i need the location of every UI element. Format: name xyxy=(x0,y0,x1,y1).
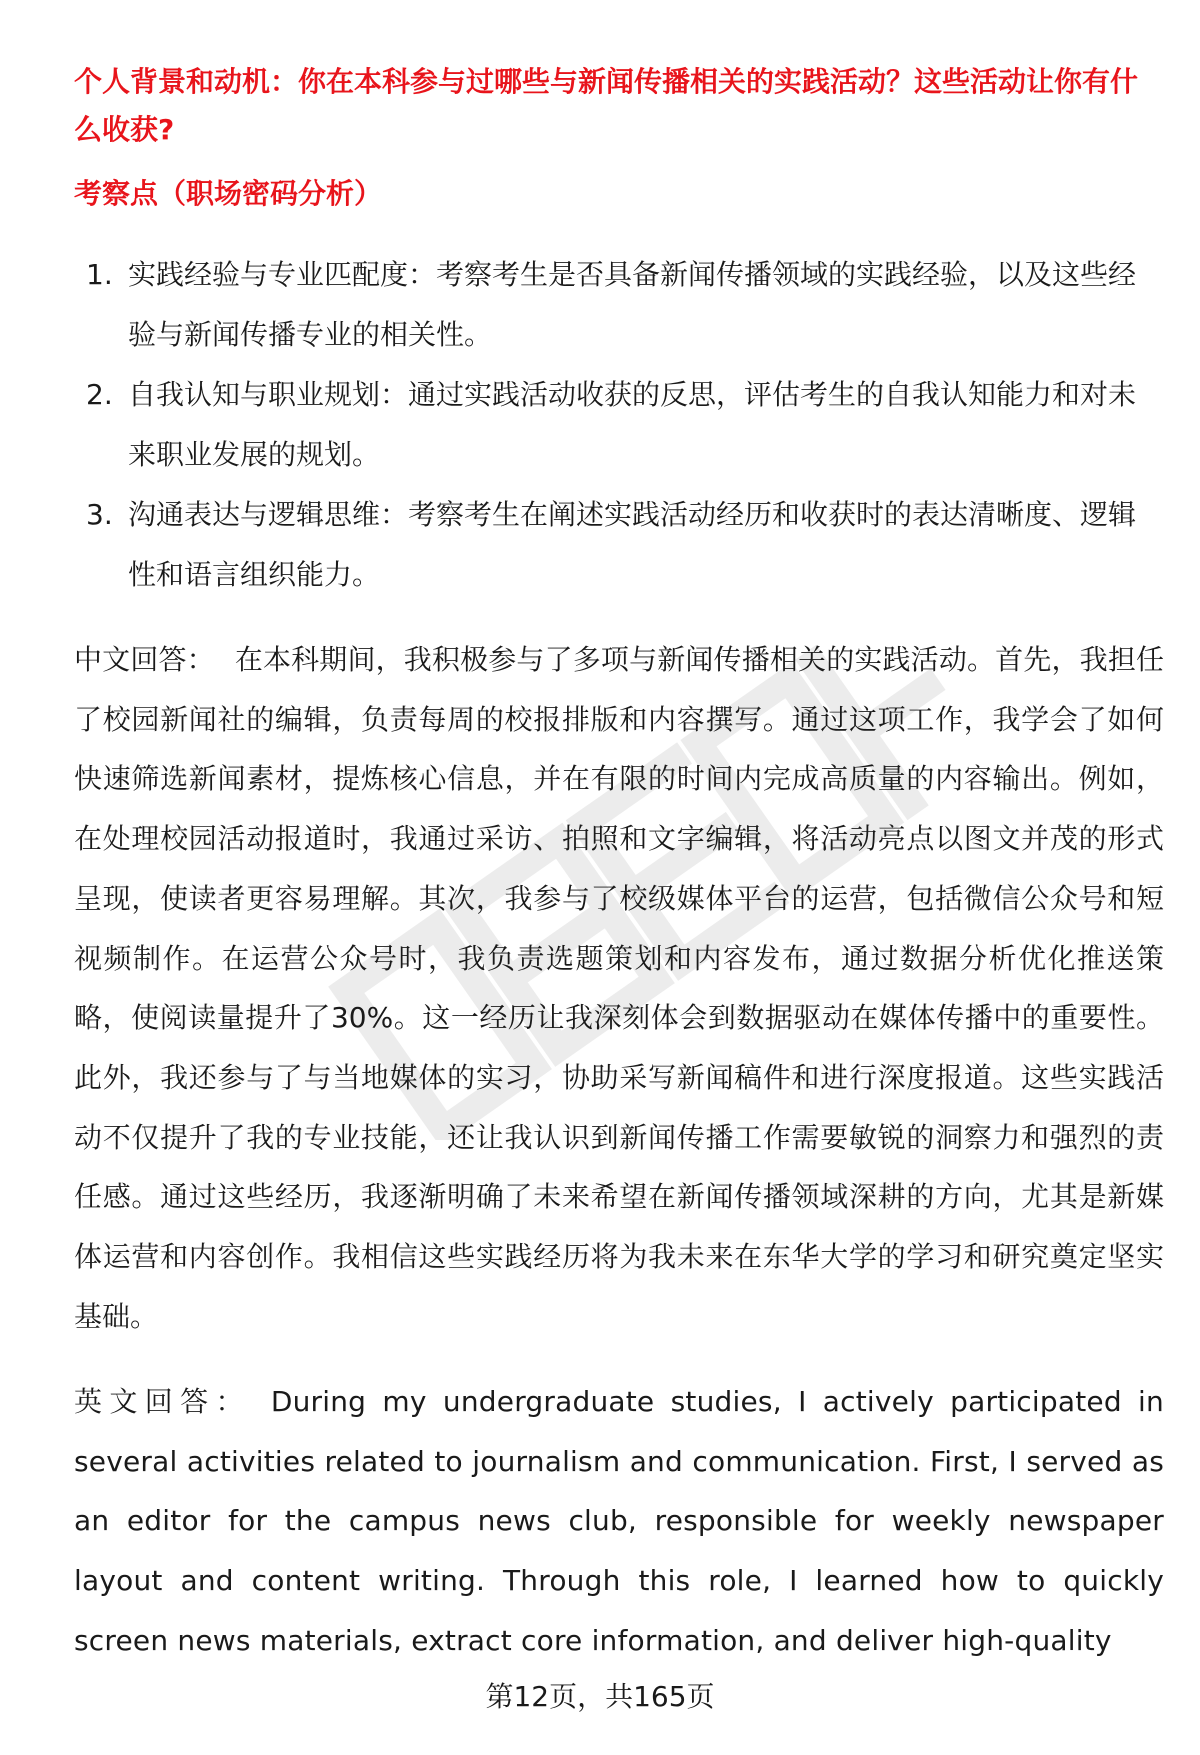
list-item-text: 实践经验与专业匹配度：考察考生是否具备新闻传播领域的实践经验，以及这些经验与新闻传播专业的相关性。 xyxy=(128,258,1137,351)
list-item xyxy=(74,365,1154,485)
list-item xyxy=(74,245,1154,365)
english-answer-text: During my undergraduate studies, I actively participated in several activities related to journalism and communication. First, I served as an editor for the campus news club, responsible for weekly newspaper layout and content writing. Through this role, I learned how to quickly screen news materials, extract core information, and deliver high-quality xyxy=(74,1385,1164,1657)
question-heading: 个人背景和动机：你在本科参与过哪些与新闻传播相关的实践活动？这些活动让你有什么收获? xyxy=(74,65,1139,146)
chinese-answer-paragraph xyxy=(74,630,1164,1346)
list-item-text: 沟通表达与逻辑思维：考察考生在阐述实践活动经历和收获时的表达清晰度、逻辑性和语言组织能力。 xyxy=(128,498,1137,591)
list-item-number: 3. xyxy=(86,498,113,531)
chinese-answer-text: 在本科期间，我积极参与了多项与新闻传播相关的实践活动。首先，我担任了校园新闻社的编辑，负责每周的校报排版和内容撰写。通过这项工作，我学会了如何快速筛选新闻素材，提炼核心信息，并在有限的时间内完成高质量的内容输出。例如，在处理校园活动报道时，我通过采访、拍照和文字编辑，将活动亮点以图文并茂的形式呈现，使读者更容易理解。其次，我参与了校级媒体平台的运营，包括微信公众号和短视频制作。在运营公众号时，我负责选题策划和内容发布，通过数据分析优化推送策略，使阅读量提升了30%。这一经历让我深刻体会到数据驱动在媒体传播中的重要性。此外，我还参与了与当地媒体的实习，协助采写新闻稿件和进行深度报道。这些实践活动不仅提升了我的专业技能，还让我认识到新闻传播工作需要敏锐的洞察力和强烈的责任感。通过这些经历，我逐渐明确了未来希望在新闻传播领域深耕的方向，尤其是新媒体运营和内容创作。我相信这些实践经历将为我未来在东华大学的学习和研究奠定坚实基础。 xyxy=(74,643,1164,1333)
list-item-text: 自我认知与职业规划：通过实践活动收获的反思，评估考生的自我认知能力和对未来职业发展的规划。 xyxy=(128,378,1137,471)
list-item-number: 1. xyxy=(86,258,113,291)
english-answer-label: 英文回答： xyxy=(74,1385,251,1418)
page-number-footer: 第12页，共165页 xyxy=(485,1680,715,1713)
chinese-answer-label: 中文回答： xyxy=(74,643,215,676)
list-item xyxy=(74,485,1154,605)
english-answer-paragraph xyxy=(74,1372,1164,1671)
section-title: 考察点（职场密码分析） xyxy=(74,177,383,210)
list-item-number: 2. xyxy=(86,378,113,411)
assessment-points-list xyxy=(74,245,1154,605)
